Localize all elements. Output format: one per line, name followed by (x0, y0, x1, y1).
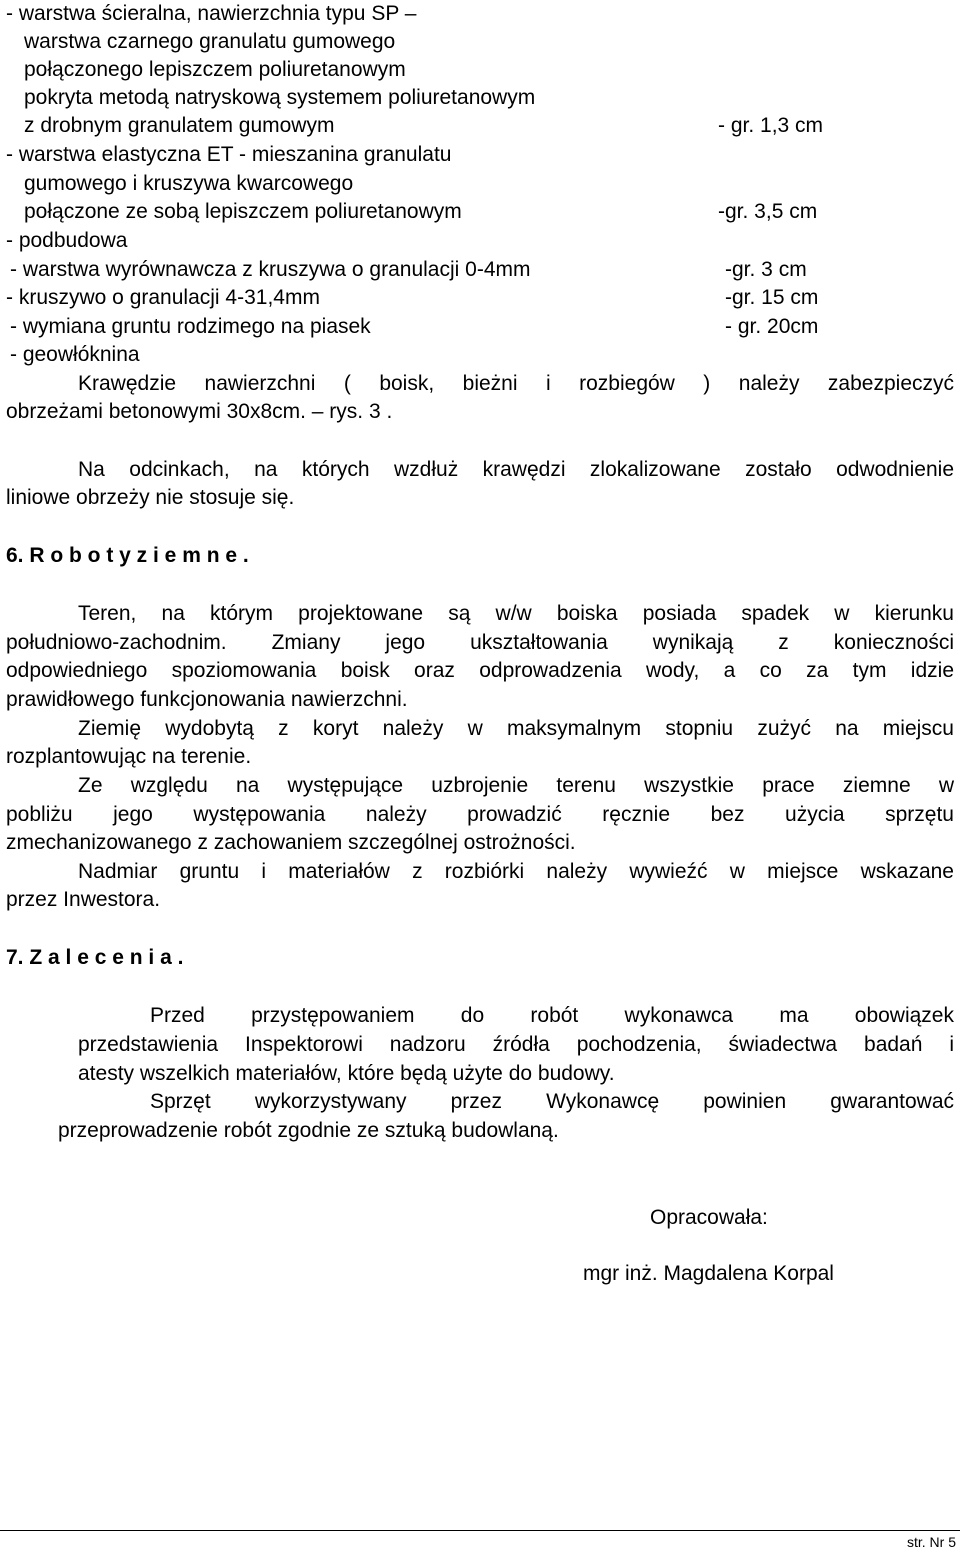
layer-line: - wymiana gruntu rodzimego na piasek (10, 315, 371, 338)
signature-name: mgr inż. Magdalena Korpal (583, 1262, 834, 1285)
paragraph-line: przedstawienia Inspektorowi nadzoru źródła pochodzenia, świadectwa badań i (78, 1033, 954, 1056)
paragraph-line: Teren, na którym projektowane są w/w boiska posiada spadek w kierunku (78, 602, 954, 625)
layer-thickness: -gr. 15 cm (725, 286, 819, 309)
layer-line: pokryta metodą natryskową systemem poliuretanowym (24, 86, 536, 109)
paragraph-line: atesty wszelkich materiałów, które będą użyte do budowy. (78, 1062, 615, 1085)
layer-line: - geowłóknina (10, 343, 140, 366)
layer-line: warstwa czarnego granulatu gumowego (24, 30, 396, 53)
layer-line: połączonego lepiszczem poliuretanowym (24, 58, 406, 81)
signature-label: Opracowała: (650, 1206, 768, 1229)
layer-thickness: - gr. 1,3 cm (718, 114, 824, 137)
page-number: str. Nr 5 (906, 1534, 956, 1550)
drainage-line: Na odcinkach, na których wzdłuż krawędzi zlokalizowane zostało odwodnienie (78, 458, 954, 481)
curbs-line: Krawędzie nawierzchni ( boisk, bieżni i rozbiegów ) należy zabezpieczyć (78, 372, 954, 395)
layer-line: - kruszywo o granulacji 4-31,4mm (6, 286, 320, 309)
paragraph-line: rozplantowując na terenie. (6, 745, 252, 768)
layer-thickness: -gr. 3,5 cm (718, 200, 818, 223)
paragraph-line: Przed przystępowaniem do robót wykonawca ma obowiązek (150, 1004, 954, 1027)
paragraph-line: przez Inwestora. (6, 888, 161, 911)
paragraph-line: przeprowadzenie robót zgodnie ze sztuką budowlaną. (58, 1119, 559, 1142)
layer-line: z drobnym granulatem gumowym (24, 114, 335, 137)
paragraph-line: prawidłowego funkcjonowania nawierzchni. (6, 688, 408, 711)
layer-thickness: - gr. 20cm (725, 315, 819, 338)
section-heading: 7. Z a l e c e n i a . (6, 946, 184, 969)
layer-line: gumowego i kruszywa kwarcowego (24, 172, 354, 195)
paragraph-line: Ziemię wydobytą z koryt należy w maksymalnym stopniu zużyć na miejscu (78, 717, 954, 740)
paragraph-line: Nadmiar gruntu i materiałów z rozbiórki należy wywieźć w miejsce wskazane (78, 860, 954, 883)
drainage-line: liniowe obrzeży nie stosuje się. (6, 486, 295, 509)
paragraph-line: pobliżu jego występowania należy prowadzić ręcznie bez użycia sprzętu (6, 803, 954, 826)
layer-thickness: -gr. 3 cm (725, 258, 807, 281)
curbs-line: obrzeżami betonowymi 30x8cm. – rys. 3 . (6, 400, 393, 423)
section-heading: 6. R o b o t y z i e m n e . (6, 544, 249, 567)
paragraph-line: odpowiedniego spoziomowania boisk oraz odprowadzenia wody, a co za tym idzie (6, 659, 954, 682)
paragraph-line: Sprzęt wykorzystywany przez Wykonawcę powinien gwarantować (150, 1090, 954, 1113)
paragraph-line: Ze względu na występujące uzbrojenie terenu wszystkie prace ziemne w (78, 774, 954, 797)
paragraph-line: zmechanizowanego z zachowaniem szczególnej ostrożności. (6, 831, 576, 854)
layer-line: - warstwa wyrównawcza z kruszywa o granulacji 0-4mm (10, 258, 531, 281)
layer-line: - warstwa ścieralna, nawierzchnia typu SP – (6, 2, 417, 25)
layer-line: - warstwa elastyczna ET - mieszanina granulatu (6, 143, 452, 166)
footer-rule (0, 1530, 960, 1531)
paragraph-line: południowo-zachodnim. Zmiany jego ukształtowania wynikają z konieczności (6, 631, 954, 654)
layer-line: - podbudowa (6, 229, 128, 252)
layer-line: połączone ze sobą lepiszczem poliuretanowym (24, 200, 462, 223)
